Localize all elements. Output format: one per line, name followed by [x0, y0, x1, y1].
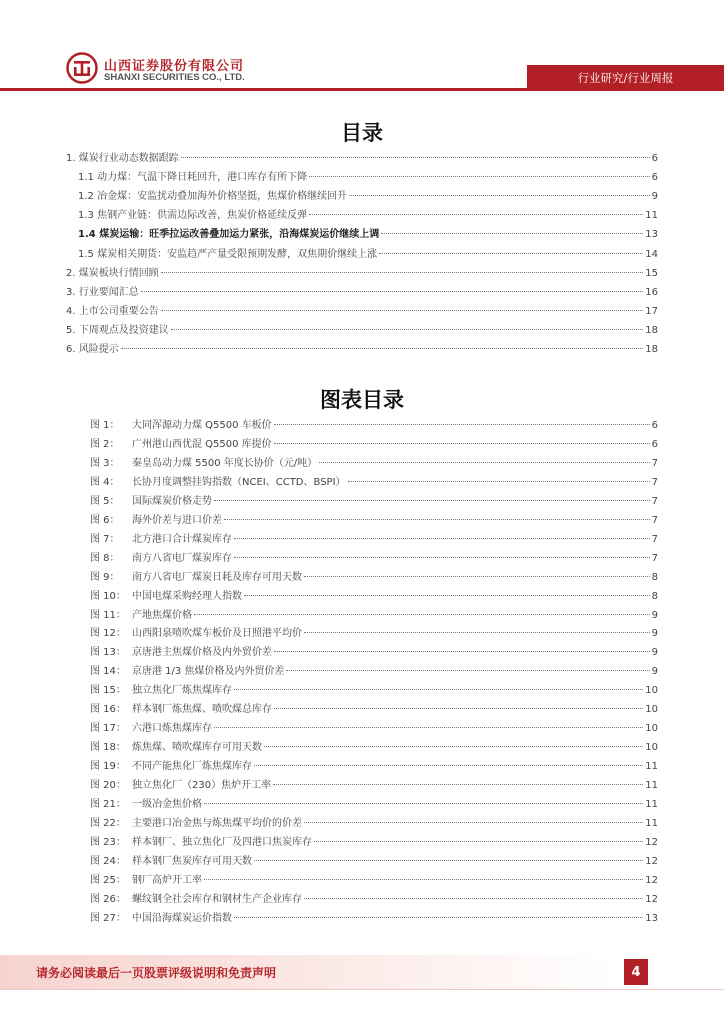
page-number: 4 [624, 959, 648, 985]
toc-entry[interactable] [66, 321, 658, 339]
figure-entry-label: 山西阳泉喷吹煤车板价及日照港平均价 [132, 628, 302, 640]
toc-entry-label: 1.5 煤炭相关期货：安监趋严产量受限预期发酵，双焦期价继续上涨 [78, 248, 378, 260]
report-category-tab: 行业研究/行业周报 [527, 65, 724, 91]
figure-entry-page: 9 [651, 609, 658, 621]
leader-dots [274, 708, 643, 709]
figure-entry-page: 7 [651, 495, 658, 507]
figure-entry-label: 主要港口冶金焦与炼焦煤平均价的价差 [132, 817, 302, 829]
figure-entry-number: 图 1： [90, 420, 120, 431]
leader-dots [274, 651, 650, 652]
figure-entry-page: 7 [651, 476, 658, 488]
toc-entry-label: 6. 风险提示 [66, 344, 119, 355]
figure-entry-page: 7 [651, 552, 658, 564]
figure-entry-label: 中国沿海煤炭运价指数 [132, 912, 232, 924]
figure-entry[interactable] [90, 795, 658, 813]
figure-entry-page: 8 [651, 590, 658, 602]
figure-entry-number: 图 26： [90, 893, 126, 905]
leader-dots [349, 195, 650, 196]
toc-entry[interactable] [66, 340, 658, 358]
toc-entry-label: 1.2 冶金煤：安监扰动叠加海外价格坚挺，焦煤价格继续回升 [78, 191, 348, 203]
figure-entry-page: 12 [645, 836, 658, 848]
figure-entry-number: 图 23： [90, 836, 126, 848]
figure-entry[interactable] [90, 549, 658, 567]
toc-entry-label: 3. 行业要闻汇总 [66, 286, 139, 298]
toc-entry[interactable] [78, 245, 658, 263]
figure-entry-label: 大同浑源动力煤 Q5500 车板价 [132, 420, 272, 431]
toc-entry-label: 1.1 动力煤：气温下降日耗回升，港口库存有所下降 [78, 172, 308, 184]
leader-dots [309, 214, 643, 215]
figure-entry-label: 样本钢厂炼焦煤、喷吹煤总库存 [132, 704, 272, 716]
figure-entry-label: 京唐港 1/3 焦煤价格及内外贸价差 [132, 666, 285, 678]
figure-entry-label: 南方八省电厂煤炭日耗及库存可用天数 [132, 571, 302, 583]
leader-dots [204, 803, 643, 804]
leader-dots [314, 841, 643, 842]
page-footer [0, 955, 724, 989]
leader-dots [171, 329, 644, 330]
leader-dots [319, 462, 649, 463]
figure-entry-page: 13 [645, 912, 658, 924]
figure-entry-number: 图 6： [90, 514, 120, 526]
toc-entry-label: 1.4 煤炭运输：旺季拉运改善叠加运力紧张，沿海煤炭运价继续上调 [78, 229, 380, 241]
figure-entry-page: 10 [645, 704, 658, 716]
figure-entry-number: 图 9： [90, 571, 120, 583]
figure-entry-page: 11 [645, 817, 658, 829]
figure-entry-label: 海外价差与进口价差 [132, 514, 222, 526]
toc-entry[interactable] [66, 264, 658, 282]
figure-entry-page: 7 [651, 457, 658, 469]
toc-entry-page: 16 [645, 286, 658, 298]
figure-entry[interactable] [90, 776, 658, 794]
figure-entry-page: 12 [645, 893, 658, 905]
figure-entry-number: 图 25： [90, 874, 126, 886]
toc-entry[interactable] [78, 187, 658, 205]
figure-entry-page: 9 [651, 666, 658, 678]
figure-entry-number: 图 7： [90, 533, 120, 545]
toc-entry-label: 5. 下周观点及投资建议 [66, 324, 169, 336]
figure-entry-page: 7 [651, 533, 658, 545]
figure-entry[interactable] [90, 852, 658, 870]
figure-entry-number: 图 21： [90, 799, 126, 810]
leader-dots [304, 898, 643, 899]
toc-entry[interactable] [78, 225, 658, 243]
leader-dots [234, 917, 643, 918]
page-header [0, 0, 724, 95]
leader-dots [254, 765, 643, 766]
figure-entry-page: 11 [645, 761, 658, 773]
figure-entry-page: 6 [651, 438, 658, 450]
toc-entry[interactable] [78, 168, 658, 186]
figure-entry[interactable] [90, 624, 658, 642]
figure-entry-number: 图 12： [90, 628, 126, 640]
figure-entry[interactable] [90, 435, 658, 453]
figure-entry-number: 图 2： [90, 438, 120, 450]
leader-dots [264, 746, 643, 747]
figure-entry-number: 图 10： [90, 590, 126, 602]
figure-entry-label: 北方港口合计煤炭库存 [132, 533, 232, 545]
toc-entry-page: 18 [645, 324, 658, 336]
leader-dots [244, 595, 650, 596]
figure-entry-page: 6 [651, 420, 658, 431]
figure-entry[interactable] [90, 738, 658, 756]
figure-entry-label: 样本钢厂、独立焦化厂及四港口焦炭库存 [132, 836, 312, 848]
figure-entry-page: 8 [651, 571, 658, 583]
figure-entry-number: 图 20： [90, 780, 126, 792]
toc-entry-page: 17 [645, 305, 658, 317]
figure-entry-label: 长协月度调整挂钩指数（NCEI、CCTD、BSPI） [132, 476, 346, 488]
figure-entry-label: 样本钢厂焦炭库存可用天数 [132, 855, 252, 867]
leader-dots [273, 784, 643, 785]
figure-entry[interactable] [90, 606, 658, 624]
figure-entry-label: 六港口炼焦煤库存 [132, 723, 212, 735]
toc-entry[interactable] [66, 283, 658, 301]
figure-entry-page: 9 [651, 647, 658, 659]
figure-entry[interactable] [90, 416, 658, 434]
figure-entry[interactable] [90, 814, 658, 832]
toc-entry-label: 1.3 焦钢产业链：供需边际改善，焦炭价格延续反弹 [78, 210, 308, 222]
toc-entry[interactable] [78, 206, 658, 224]
leader-dots [309, 176, 650, 177]
figure-entry-number: 图 24： [90, 855, 126, 867]
toc-entry-label: 4. 上市公司重要公告 [66, 305, 159, 317]
figure-list-title: 图表目录 [320, 388, 404, 412]
figure-entry-label: 螺纹钢全社会库存和钢材生产企业库存 [132, 893, 302, 905]
leader-dots [234, 538, 650, 539]
figure-entry-page: 10 [645, 742, 658, 754]
figure-entry-number: 图 27： [90, 912, 126, 924]
leader-dots [286, 670, 649, 671]
figure-entry-label: 中国电煤采购经理人指数 [132, 590, 242, 602]
figure-entry-number: 图 14： [90, 666, 126, 678]
figure-entry[interactable] [90, 681, 658, 699]
figure-entry-number: 图 15： [90, 685, 126, 697]
figure-entry-number: 图 19： [90, 761, 126, 773]
figure-entry[interactable] [90, 643, 658, 661]
figure-entry-page: 12 [645, 855, 658, 867]
figure-entry-label: 独立焦化厂（230）焦炉开工率 [132, 780, 272, 792]
leader-dots [304, 576, 650, 577]
toc-entry[interactable] [66, 149, 658, 167]
figure-entry-page: 10 [645, 685, 658, 697]
toc-title: 目录 [341, 121, 383, 145]
figure-entry-number: 图 13： [90, 647, 126, 659]
company-name-en: SHANXI SECURITIES CO., LTD. [104, 72, 245, 83]
figure-entry-label: 一级冶金焦价格 [132, 799, 202, 810]
figure-entry[interactable] [90, 757, 658, 775]
figure-entry-label: 不同产能焦化厂炼焦煤库存 [132, 761, 252, 773]
figure-entry-number: 图 18： [90, 742, 126, 754]
toc-entry[interactable] [66, 302, 658, 320]
figure-entry-number: 图 17： [90, 723, 126, 735]
figure-entry-label: 秦皇岛动力煤 5500 年度长协价（元/吨） [132, 457, 318, 469]
figure-entry-number: 图 4： [90, 476, 120, 488]
figure-entry[interactable] [90, 511, 658, 529]
toc-entry-page: 14 [645, 248, 658, 260]
figure-entry-label: 京唐港主焦煤价格及内外贸价差 [132, 647, 272, 659]
leader-dots [224, 519, 650, 520]
leader-dots [274, 443, 650, 444]
figure-entry-number: 图 3： [90, 457, 120, 469]
figure-entry[interactable] [90, 568, 658, 586]
leader-dots [381, 233, 643, 234]
figure-entry-label: 独立焦化厂炼焦煤库存 [132, 685, 232, 697]
leader-dots [214, 727, 643, 728]
figure-entry-number: 图 5： [90, 495, 120, 507]
figure-entry-page: 11 [645, 799, 658, 810]
leader-dots [234, 689, 643, 690]
toc-entry-label: 2. 煤炭板块行情回顾 [66, 267, 159, 279]
toc-entry-page: 6 [651, 153, 658, 164]
figure-entry[interactable] [90, 492, 658, 510]
toc-entry-page: 18 [645, 344, 658, 355]
shanxi-securities-logo-icon [66, 52, 98, 84]
figure-entry-label: 国际煤炭价格走势 [132, 495, 212, 507]
figure-entry-page: 9 [651, 628, 658, 640]
figure-entry-page: 7 [651, 514, 658, 526]
toc-entry-page: 11 [645, 210, 658, 222]
leader-dots [304, 632, 650, 633]
figure-entry[interactable] [90, 909, 658, 927]
footer-divider [0, 989, 724, 990]
leader-dots [141, 291, 644, 292]
figure-entry[interactable] [90, 833, 658, 851]
figure-entry-page: 11 [645, 780, 658, 792]
figure-entry[interactable] [90, 662, 658, 680]
company-name-cn: 山西证券股份有限公司 [104, 59, 245, 74]
disclaimer-text: 请务必阅读最后一页股票评级说明和免责声明 [36, 966, 277, 980]
figure-entry-page: 10 [645, 723, 658, 735]
leader-dots [274, 424, 650, 425]
figure-entry-label: 产地焦煤价格 [132, 609, 192, 621]
figure-entry-label: 钢厂高炉开工率 [132, 874, 202, 886]
toc-entry-page: 6 [651, 172, 658, 184]
leader-dots [161, 310, 644, 311]
leader-dots [379, 253, 643, 254]
leader-dots [214, 500, 650, 501]
figure-entry-page: 12 [645, 874, 658, 886]
leader-dots [348, 481, 650, 482]
figure-entry[interactable] [90, 530, 658, 548]
figure-entry[interactable] [90, 454, 658, 472]
figure-entry-number: 图 16： [90, 704, 126, 716]
figure-entry[interactable] [90, 587, 658, 605]
leader-dots [234, 557, 650, 558]
leader-dots [121, 348, 644, 349]
figure-entry-number: 图 11： [90, 609, 126, 621]
leader-dots [204, 879, 643, 880]
toc-entry-page: 13 [645, 229, 658, 241]
leader-dots [161, 272, 644, 273]
leader-dots [181, 157, 650, 158]
leader-dots [304, 822, 643, 823]
figure-entry-label: 南方八省电厂煤炭库存 [132, 552, 232, 564]
leader-dots [194, 614, 650, 615]
toc-entry-page: 9 [651, 191, 658, 203]
figure-entry-label: 广州港山西优混 Q5500 库提价 [132, 438, 272, 450]
toc-entry-page: 15 [645, 267, 658, 279]
figure-entry[interactable] [90, 890, 658, 908]
figure-entry[interactable] [90, 871, 658, 889]
figure-entry[interactable] [90, 473, 658, 491]
figure-entry-number: 图 22： [90, 817, 126, 829]
figure-entry[interactable] [90, 719, 658, 737]
leader-dots [254, 860, 643, 861]
figure-entry-number: 图 8： [90, 552, 120, 564]
figure-entry-label: 炼焦煤、喷吹煤库存可用天数 [132, 742, 262, 754]
figure-entry[interactable] [90, 700, 658, 718]
toc-entry-label: 1. 煤炭行业动态数据跟踪 [66, 153, 179, 164]
